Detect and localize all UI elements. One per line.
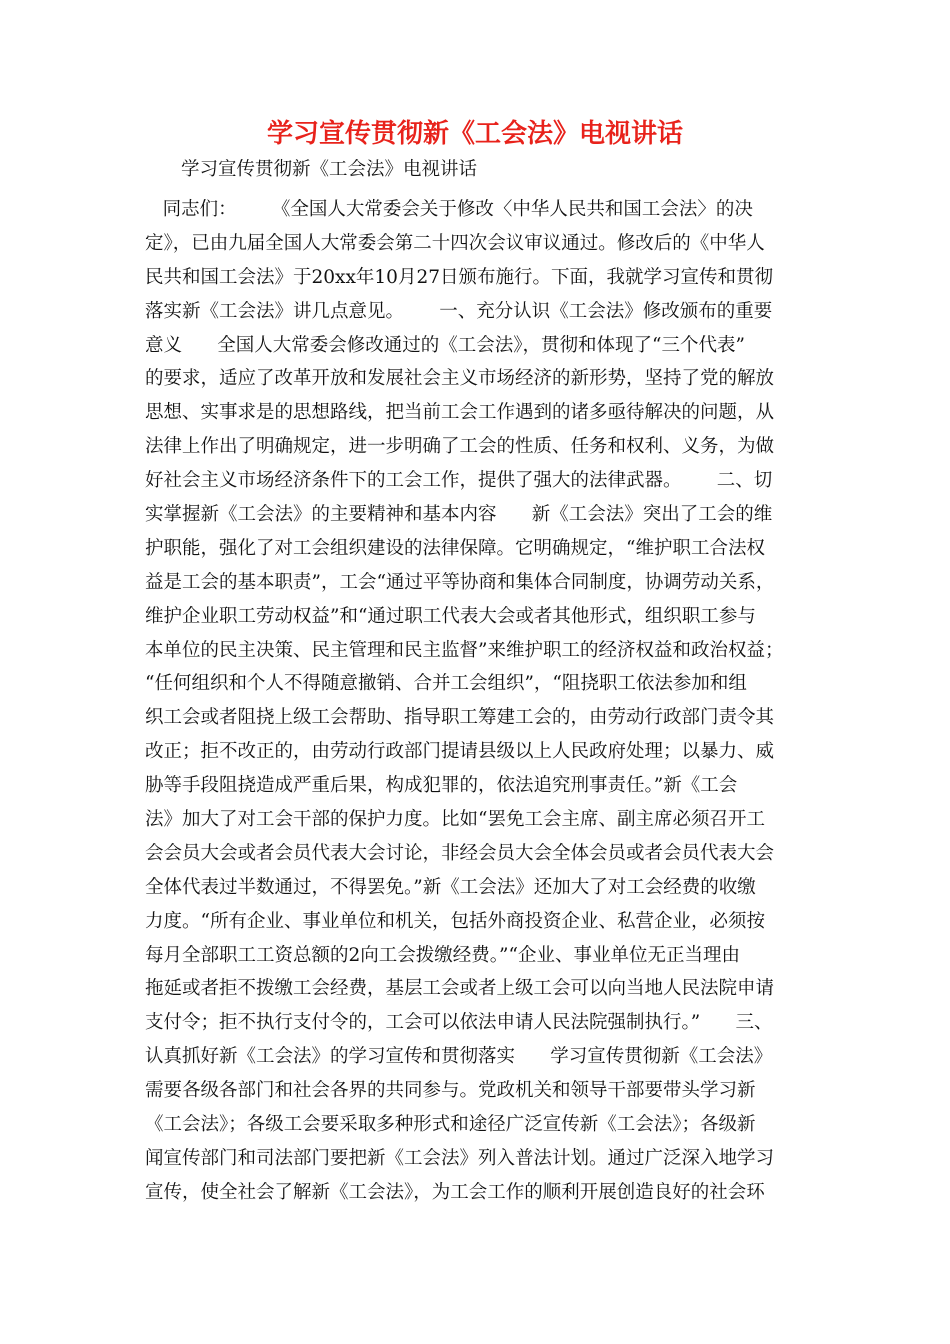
body-line: 落实新《工会法》讲几点意见。 一、充分认识《工会法》修改颁布的重要 <box>145 300 773 322</box>
body-line: 拖延或者拒不拨缴工会经费，基层工会或者上级工会可以向当地人民法院申请 <box>145 978 775 1000</box>
body-line: 的要求，适应了改革开放和发展社会主义市场经济的新形势，坚持了党的解放 <box>145 368 775 390</box>
body-line: 认真抓好新《工会法》的学习宣传和贯彻落实 学习宣传贯彻新《工会法》 <box>145 1046 773 1068</box>
body-line: 法律上作出了明确规定，进一步明确了工会的性质、任务和权利、义务，为做 <box>145 436 775 458</box>
body-line: 每月全部职工工资总额的2向工会拨缴经费。”“企业、事业单位无正当理由 <box>145 944 740 966</box>
body-line: 益是工会的基本职责”，工会“通过平等协商和集体合同制度，协调劳动关系， <box>145 571 775 593</box>
body-line: 需要各级各部门和社会各界的共同参与。党政机关和领导干部要带头学习新 <box>145 1080 756 1102</box>
body-line: 本单位的民主决策、民主管理和民主监督”来维护职工的经济权益和政治权益； <box>145 639 784 661</box>
body-line: 全体代表过半数通过，不得罢免。”新《工会法》还加大了对工会经费的收缴 <box>145 876 756 898</box>
body-line: 宣传，使全社会了解新《工会法》，为工会工作的顺利开展创造良好的社会环 <box>145 1181 765 1203</box>
document-subtitle: 学习宣传贯彻新《工会法》电视讲话 <box>181 159 478 180</box>
body-line: 法》加大了对工会干部的保护力度。比如“罢免工会主席、副主席必须召开工 <box>145 809 765 831</box>
body-line: 民共和国工会法》于20xx年10月27日颁布施行。下面，我就学习宣传和贯彻 <box>145 266 773 288</box>
body-line: “任何组织和个人不得随意撤销、合并工会组织”，“阻挠职工依法参加和组 <box>145 673 747 695</box>
body-line: 意义 全国人大常委会修改通过的《工会法》，贯彻和体现了“三个代表” <box>145 334 745 356</box>
document-body <box>145 193 815 1210</box>
document-title: 学习宣传贯彻新《工会法》电视讲话 <box>266 119 683 149</box>
body-line: 实掌握新《工会法》的主要精神和基本内容 新《工会法》突出了工会的维 <box>145 504 773 526</box>
body-line: 定》，已由九届全国人大常委会第二十四次会议审议通过。修改后的《中华人 <box>145 232 765 254</box>
body-line: 思想、实事求是的思想路线，把当前工会工作遇到的诸多亟待解决的问题，从 <box>145 402 775 424</box>
body-line: 织工会或者阻挠上级工会帮助、指导职工筹建工会的，由劳动行政部门责令其 <box>145 707 775 729</box>
body-line: 力度。“所有企业、事业单位和机关，包括外商投资企业、私营企业，必须按 <box>145 910 765 932</box>
body-line: 护职能，强化了对工会组织建设的法律保障。它明确规定，“维护职工合法权 <box>145 537 765 559</box>
body-line: 维护企业职工劳动权益”和“通过职工代表大会或者其他形式，组织职工参与 <box>145 605 756 627</box>
body-line: 会会员大会或者会员代表大会讨论，非经会员大会全体会员或者会员代表大会 <box>145 842 775 864</box>
body-line: 支付令；拒不执行支付令的，工会可以依法申请人民法院强制执行。” 三、 <box>145 1012 773 1034</box>
body-line: 改正；拒不改正的，由劳动行政部门提请县级以上人民政府处理；以暴力、威 <box>145 741 775 763</box>
body-line: 《工会法》；各级工会要采取多种形式和途径广泛宣传新《工会法》；各级新 <box>145 1114 756 1136</box>
body-line: 好社会主义市场经济条件下的工会工作，提供了强大的法律武器。 二、切 <box>145 470 773 492</box>
body-line: 同志们： 《全国人大常委会关于修改〈中华人民共和国工会法〉的决 <box>145 199 753 220</box>
body-line: 闻宣传部门和司法部门要把新《工会法》列入普法计划。通过广泛深入地学习 <box>145 1147 775 1169</box>
body-line: 胁等手段阻挠造成严重后果，构成犯罪的，依法追究刑事责任。”新《工会 <box>145 775 738 797</box>
